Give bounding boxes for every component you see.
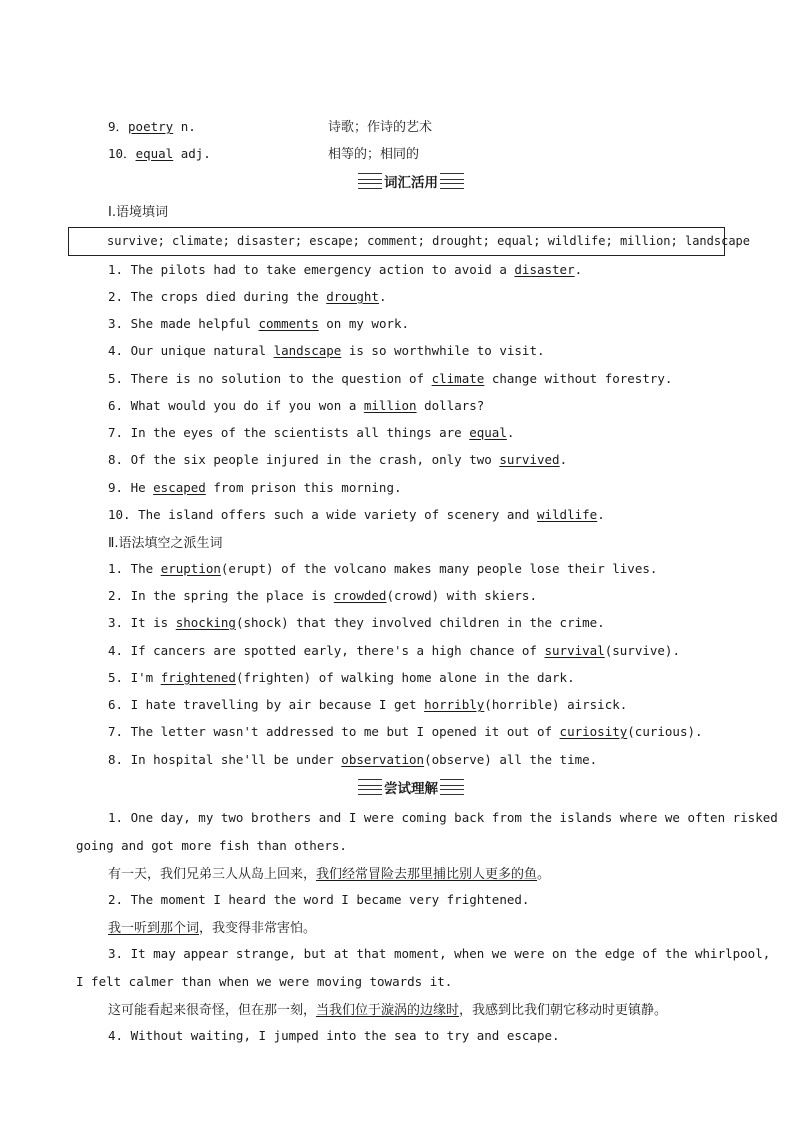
- sentence-3-en: 3. It may appear strange, but at that moment, when we were on the edge of the whirlpool,: [108, 946, 771, 961]
- exercise-item: 7. In the eyes of the scientists all things are equal.: [108, 425, 515, 440]
- exercise-item: 7. The letter wasn't addressed to me but I opened it out of curiosity(curious).: [108, 724, 703, 739]
- exercise-item: 4. Our unique natural landscape is so worthwhile to visit.: [108, 343, 545, 358]
- exercise-item: 5. There is no solution to the question of climate change without forestry.: [108, 371, 673, 386]
- exercise-item: 3. She made helpful comments on my work.: [108, 316, 410, 331]
- exercise-item: 6. What would you do if you won a million dollars?: [108, 398, 485, 413]
- answer: equal: [469, 425, 507, 440]
- exercise-item: 9. He escaped from prison this morning.: [108, 480, 402, 495]
- answer: landscape: [273, 343, 342, 358]
- exercise-item: 6. I hate travelling by air because I get horribly(horrible) airsick.: [108, 697, 628, 712]
- answer: survived: [499, 452, 560, 467]
- sentence-3-cn: 这可能看起来很奇怪，但在那一刻，当我们位于漩涡的边缘时，我感到比我们朝它移动时更镇静。: [108, 1003, 668, 1018]
- answer: curiosity: [559, 724, 628, 739]
- exercise-item: 5. I'm frightened(frighten) of walking home alone in the dark.: [108, 670, 575, 685]
- answer: drought: [326, 289, 379, 304]
- exercise-item: 4. If cancers are spotted early, there's a high chance of survival(survive).: [108, 643, 680, 658]
- answer: 我们经常冒险去那里捕比别人更多的鱼: [316, 867, 538, 882]
- word-bank-box: [68, 227, 750, 256]
- exercise-item: 1. The eruption(erupt) of the volcano makes many people lose their lives.: [108, 561, 658, 576]
- answer: climate: [431, 371, 485, 386]
- exercise-item: 8. Of the six people injured in the crash, only two survived.: [108, 452, 568, 467]
- answer: disaster: [514, 262, 575, 277]
- part1-heading: Ⅰ.语境填词: [108, 205, 168, 220]
- sentence-1-en-cont: going and got more fish than others.: [76, 838, 347, 853]
- sentence-2-cn: 我一听到那个词，我变得非常害怕。: [108, 921, 317, 936]
- vocab-meaning-10: 相等的；相同的: [328, 147, 420, 162]
- sentence-4-en: 4. Without waiting, I jumped into the sea to try and escape.: [108, 1028, 560, 1043]
- section-title-try-understanding: 尝试理解: [358, 779, 464, 795]
- answer: escaped: [153, 480, 206, 495]
- exercise-item: 10. The island offers such a wide variety of scenery and wildlife.: [108, 507, 605, 522]
- answer: survival: [544, 643, 605, 658]
- vocab-meaning-9: 诗歌；作诗的艺术: [328, 120, 433, 135]
- exercise-item: 2. The crops died during the drought.: [108, 289, 387, 304]
- answer: comments: [258, 316, 319, 331]
- vocab-item-9: 9．poetry n.: [108, 119, 196, 134]
- answer: 我一听到那个词: [108, 921, 200, 936]
- answer: wildlife: [536, 507, 598, 522]
- sentence-2-en: 2. The moment I heard the word I became very frightened.: [108, 892, 530, 907]
- word-bank: survive; climate; disaster; escape; comment; drought; equal; wildlife; million; landscape: [107, 234, 750, 248]
- vocab-item-10: 10．equal adj.: [108, 146, 211, 161]
- vocab-word: poetry: [128, 119, 174, 134]
- exercise-item: 8. In hospital she'll be under observation(observe) all the time.: [108, 752, 598, 767]
- vocab-word: equal: [135, 146, 174, 161]
- exercise-item: 1. The pilots had to take emergency action to avoid a disaster.: [108, 262, 583, 277]
- answer: frightened: [160, 670, 236, 685]
- answer: eruption: [160, 561, 221, 576]
- answer: 当我们位于漩涡的边缘时: [316, 1003, 460, 1018]
- answer: observation: [341, 752, 425, 767]
- sentence-1-en: 1. One day, my two brothers and I were coming back from the islands where we often risked: [108, 810, 778, 825]
- answer: horribly: [424, 697, 485, 712]
- part2-heading: Ⅱ.语法填空之派生词: [108, 536, 223, 551]
- answer: shocking: [175, 615, 236, 630]
- answer: million: [363, 398, 417, 413]
- sentence-1-cn: 有一天，我们兄弟三人从岛上回来，我们经常冒险去那里捕比别人更多的鱼。: [108, 867, 551, 882]
- sentence-3-en-cont: I felt calmer than when we were moving towards it.: [76, 974, 453, 989]
- exercise-item: 2. In the spring the place is crowded(crowd) with skiers.: [108, 588, 537, 603]
- answer: crowded: [333, 588, 387, 603]
- exercise-item: 3. It is shocking(shock) that they involved children in the crime.: [108, 615, 605, 630]
- section-title-vocab-usage: 词汇活用: [358, 173, 464, 189]
